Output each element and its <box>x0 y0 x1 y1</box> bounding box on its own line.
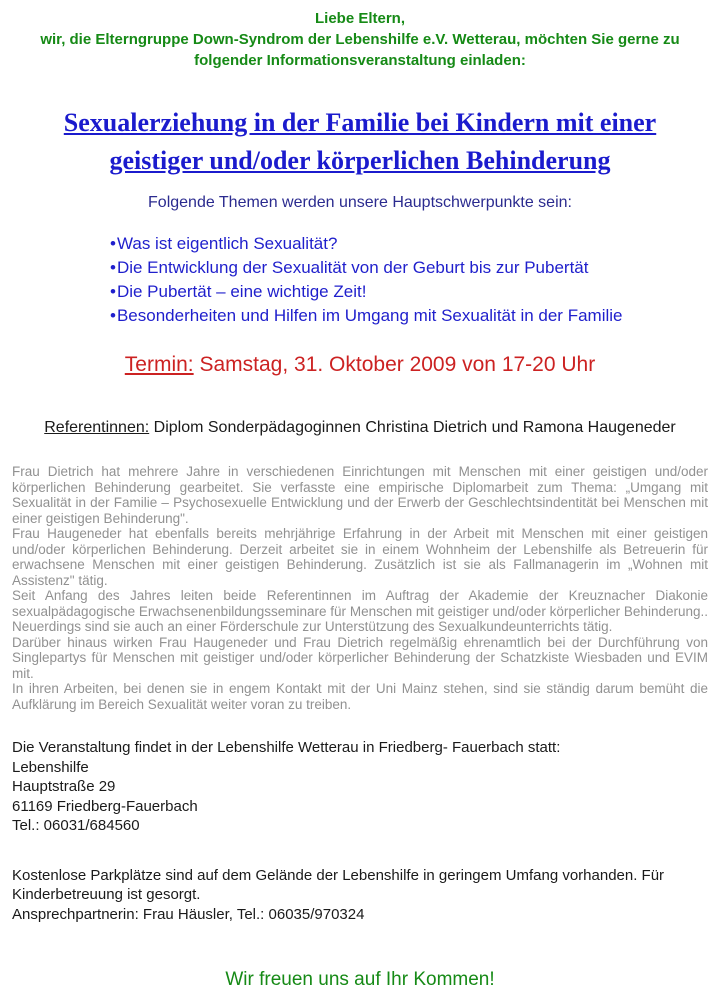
venue-city: 61169 Friedberg-Fauerbach <box>12 797 198 815</box>
termin-label: Termin: <box>124 353 194 376</box>
speaker-bio-block <box>12 464 708 712</box>
bullet-icon: • <box>110 258 116 277</box>
topic-label: Besonderheiten und Hilfen im Umgang mit Sexualität in der Familie <box>116 306 623 325</box>
greeting-line-1: Liebe Eltern, <box>314 10 406 27</box>
list-item <box>110 304 720 328</box>
venue-name: Lebenshilfe <box>12 758 89 776</box>
bio-paragraph: In ihren Arbeiten, bei denen sie in engem Kontakt mit der Uni Mainz stehen, sind sie ständig darum bemüht die Aufklärung im Bereich Sexualität weiter voran zu treiben. <box>12 681 708 712</box>
bullet-icon: • <box>110 234 116 253</box>
parking-note: Kostenlose Parkplätze sind auf dem Gelände der Lebenshilfe in geringem Umfang vorhanden. Für Kinderbetreuung ist gesorgt. <box>12 866 665 903</box>
event-date-line <box>0 352 720 378</box>
page-title-line-2 <box>10 142 710 180</box>
referentinnen-label: Referentinnen: <box>44 419 150 436</box>
venue-block <box>12 738 720 836</box>
topic-label: Die Pubertät – eine wichtige Zeit! <box>116 282 367 301</box>
topic-label: Die Entwicklung der Sexualität von der Geburt bis zur Pubertät <box>116 258 589 277</box>
bio-paragraph: Frau Haugeneder hat ebenfalls bereits mehrjährige Erfahrung in der Arbeit mit Menschen mit einer geistigen und/oder körperlichen Behinderung. Derzeit arbeitet sie in einem Wohnheim der Lebenshilfe als Betreuerin für erwachsene Menschen mit einer geistigen Behinderung. Zusätzlich ist sie als Fallmanagerin im „Wohnen mit Assistenz" tätig. <box>12 526 708 588</box>
venue-street: Hauptstraße 29 <box>12 778 116 795</box>
notes-block <box>12 866 708 925</box>
greeting-line-3: folgender Informationsveranstaltung einladen: <box>194 52 526 69</box>
list-item <box>110 256 720 280</box>
speakers-line <box>0 418 720 438</box>
bullet-icon: • <box>110 282 116 301</box>
page-title-text-1: Sexualerziehung in der Familie bei Kindern mit einer <box>63 108 657 137</box>
referentinnen-value: Diplom Sonderpädagoginnen Christina Dietrich und Ramona Haugeneder <box>149 419 676 436</box>
closing-line: Wir freuen uns auf Ihr Kommen! <box>225 969 495 990</box>
bio-paragraph: Darüber hinaus wirken Frau Haugeneder und Frau Dietrich regelmäßig ehrenamtlich bei der Durchführung von Singlepartys für Menschen mit geistiger und/oder körperlicher Behinderung der Schatzkiste Wiesbaden und EVIM mit. <box>12 634 708 681</box>
greeting-line-2: wir, die Elterngruppe Down-Syndrom der Lebenshilfe e.V. Wetterau, möchten Sie gerne zu <box>40 31 680 48</box>
list-item <box>110 280 720 304</box>
page-title-line-1 <box>10 104 710 142</box>
page-title-text-2: geistiger und/oder körperlichen Behinderung <box>109 146 611 175</box>
venue-phone: Tel.: 06031/684560 <box>12 817 140 834</box>
topic-label: Was ist eigentlich Sexualität? <box>116 234 338 253</box>
bio-paragraph: Frau Dietrich hat mehrere Jahre in verschiedenen Einrichtungen mit Menschen mit einer geistigen und/oder körperlichen Behinderung gearbeitet. Sie verfasste eine empirische Diplomarbeit zum Thema: „Umgang mit Sexualität in der Familie – Psychosexuelle Entwicklung und der Erwerb der Geschlechtsindentität bei Menschen mit einer geistigen Behinderung". <box>12 464 708 526</box>
list-item <box>110 232 720 256</box>
venue-intro-line: Die Veranstaltung findet in der Lebenshilfe Wetterau in Friedberg- Fauerbach statt: <box>12 739 561 756</box>
page-title <box>10 104 710 180</box>
bio-paragraph: Seit Anfang des Jahres leiten beide Referentinnen im Auftrag der Akademie der Kreuznacher Diakonie sexualpädagogische Erwachsenenbildungsseminare für Menschen mit geistiger und/oder körperlicher Behinderung.. Neuerdings sind sie auch an einer Förderschule zur Unterstützung des Sexualkundeunterrichts tätig. <box>12 588 708 634</box>
termin-value: Samstag, 31. Oktober 2009 von 17-20 Uhr <box>193 353 596 376</box>
bullet-icon: • <box>110 306 116 325</box>
greeting-block <box>0 0 720 71</box>
intro-text: Folgende Themen werden unsere Hauptschwerpunkte sein: <box>148 194 572 211</box>
topics-list <box>110 232 720 328</box>
contact-line: Ansprechpartnerin: Frau Häusler, Tel.: 06035/970324 <box>12 905 365 923</box>
